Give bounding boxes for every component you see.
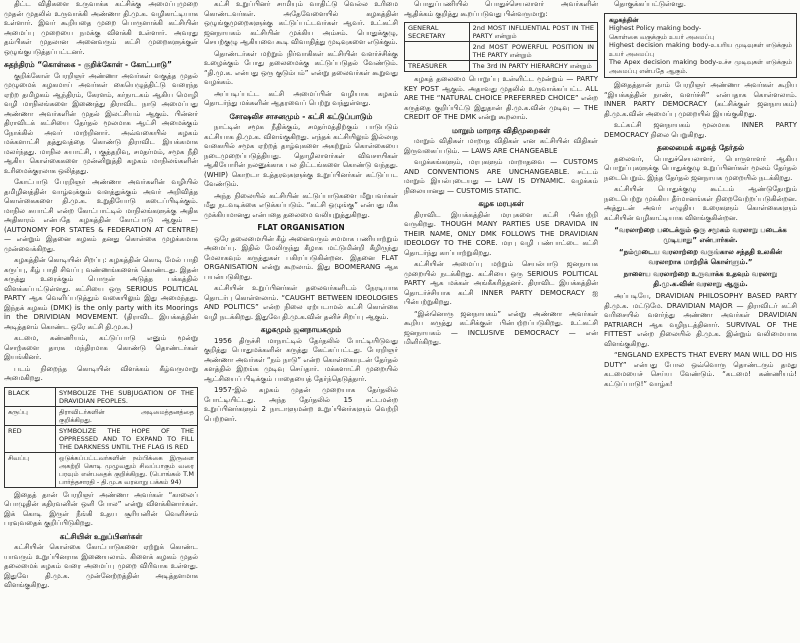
table-cell-value: The 3rd IN PARTY HIERARCHY என்றும் bbox=[469, 61, 597, 72]
column-2 bbox=[204, 0, 398, 643]
column-3 bbox=[404, 0, 598, 643]
paragraph: கட்சியின் பொதுக்குழு கூட்டம் ஆண்டுதோறும் நடைபெற்று முக்கிய தீர்மானங்கள் நிறைவேற்றப்படுகின்றன. அத்துடன் அவர் எழுதிய உரைகளும் கொள்கைகளும் கட்சியின் வழிகாட்டியாக விளங்குகின்றன. bbox=[604, 185, 797, 222]
pull-quote: “நம்முடைய வரலாற்றை வருங்கால சந்ததி உலகின் வரலாறாக மாற்றிக் கொள்ளும்.” bbox=[619, 248, 782, 266]
table-cell-value: ஒடுக்கப்பட்டவர்களின் நம்பிக்கை இருளை அகற்றி கொடி முழுவதும் சிவப்பாகும் வரை பரவும் என்பதைக் குறிக்கிறது. (பொங்கல் T.M பார்த்தசாரதி - தி.மு.க வரலாறு பக்கம் 94) bbox=[56, 452, 198, 487]
table-row bbox=[405, 23, 598, 42]
paragraph: நாட்டின் சமூக நீதிக்கும், சமதர்மத்திற்கும் பாடுபடும் கட்சியாக தி.மு.க. விளங்குகிறது. எந்தக் கட்சியிலும் இல்லாத வகையில் சமூக ஏற்றத் தாழ்வுகளை அகற்றும் கொள்கையை நடைமுறைப்படுத்தியது. தொழிலாளர்கள் விவசாயிகள் ஆகியோரின் நலனுக்காக பல திட்டங்களை கொண்டு வந்தது. (WHIP) கொறடா உத்தரவுகளுக்கு உறுப்பினர்கள் கட்டுப்பட வேண்டும். bbox=[204, 123, 398, 188]
table-cell-key: கருப்பு bbox=[5, 406, 56, 425]
table-row bbox=[5, 387, 198, 406]
column-4 bbox=[604, 0, 797, 643]
table-cell-key: TREASURER bbox=[405, 61, 470, 72]
section-heading: சோஷலிச சாசனமும் - கட்சி கட்டுப்பாடும் bbox=[229, 111, 373, 121]
table-cell-value: 2nd MOST INFLUENTIAL POST IN THE PARTY என்றும் bbox=[469, 23, 597, 42]
section-heading: கழக மரபுகள் bbox=[478, 199, 524, 208]
paragraph: தலைவர், பொதுச்செயலாளர், பொருளாளர் ஆகிய பொறுப்புகளுக்கு பொதுக்குழு உறுப்பினர்கள் மூலம் தேர்தல் நடைபெறும். இந்த தேர்தல் ஜனநாயக முறையில் நடக்கிறது. bbox=[604, 154, 797, 182]
box-label: கழகத்தின் bbox=[609, 15, 639, 24]
table-cell-key: சிவப்பு bbox=[5, 452, 56, 487]
paragraph: அப்படியே, DRAVIDIAN PHILOSOPHY BASED PARTY தி.மு.க. மட்டுமே. DRAVIDIAN MAJOR — திராவிடர் கட்சி வரிசையில் வளர்ந்து அண்ணா அவர்கள் DRAVIDIAN PATRIARCH ஆக வழிநடத்தினார். SURVIVAL OF THE FITTEST என்ற நிலையில் தி.மு.க. இன்றும் வலிமையாக விளங்குகிறது. bbox=[604, 292, 797, 348]
paragraph: திட்ட விதிகளை உருவாக்க கட்சிக்கு அமைப்புமுறை முதன் முதலில் உருவாக்கி அண்ணா தி.மு.க. வழிகாட்டியாக உள்ளார். இவர் கூறியதை முறை பொருளாக்கி கட்சியின் அமைப்பு முறையை நமக்கு விளக்கி உள்ளார். அவரது தம்பிகள் முதலான அனைவரும் கட்சி முறைகளுக்குள் ஒழுங்குபடுத்தப்பட்டனர். bbox=[4, 0, 198, 56]
section-heading: மாறும் மாறாத விதிமுறைகள் bbox=[451, 125, 551, 135]
table-cell-key: RED bbox=[5, 425, 56, 452]
paragraph: இதைத்தான் நாம் பேரறிஞர் அண்ணா அவர்கள் கூறிய “இயக்கத்தின் நாண், வளர்ச்சி” என்பதாக கொள்ளலாம். INNER PARTY DEMOCRACY (கட்சிக்குள் ஜனநாயகம்) தி.மு.க.வின் அமைப்பு முறையில் இயங்குகிறது. bbox=[604, 81, 797, 118]
paragraph: தொண்டர்கள் மற்றும் நிர்வாகிகள் கட்சியின் வளர்ச்சிக்கு உழைக்கும் போது தலைமைக்கு கட்டுப்படுதல் வேண்டும். “தி.மு.க. என்பது ஒரு குடும்பம்” என்று தலைவர்கள் கூறுவது வழக்கம். bbox=[204, 49, 398, 86]
table-cell-key: GENERAL SECRETARY bbox=[405, 23, 470, 42]
paragraph: கட்சி உறுப்பினர் சாமியும் வாதிட்டு வெல்ல உரிமை கொண்டவர்கள். அதேவேளையில் கழகத்தின் ஒழுங்குமுறைகளுக்கு கட்டுப்பட்டவர்கள் ஆவர். உட்கட்சி ஜனநாயகம் கட்சியின் முக்கிய அம்சம். பொதுக்குழு, செயற்குழு ஆகியவை கூடி விவாதித்து முடிவுகளை எடுக்கும். bbox=[204, 0, 398, 46]
paragraph: வழக்கங்களும், மரபுகளும் மாறாதவை — CUSTOMS AND CONVENTIONS ARE UNCHANGEABLE. சட்டம் மாறும் இயல்புடையது — LAW IS DYNAMIC. வழக்கம் நிலையானது — CUSTOMIS STATIC. bbox=[404, 158, 598, 195]
table-row bbox=[405, 61, 598, 72]
paragraph: கடமை, கண்ணியம், கட்டுப்பாடு எனும் மூன்று சொற்களை தாரக மந்திரமாக கொண்டு தொண்டர்கள் இயங்கினர். bbox=[4, 334, 198, 361]
table-cell-value: SYMBOLIZE THE SUBJUGATION OF THE DRAVIDIAN PEOPLES. bbox=[56, 387, 198, 406]
paragraph: மாறும் விதிகள் மாறாத விதிகள் என கட்சியின் விதிகள் இருவகைப்படும். — LAWS ARE CHANGEABLE bbox=[404, 137, 598, 155]
table-row bbox=[5, 425, 198, 452]
table-cell-value: 2nd MOST POWERFUL POSITION IN THE PARTY என்றும் bbox=[469, 42, 597, 61]
paragraph: கட்சியின் உறுப்பினர்கள் தலைவர்களிடம் நேரடியாக தொடர்பு கொள்ளலாம். “CAUGHT BETWEEN IDEOLOGIES AND POLITICS” என்ற நிலை ஏற்படாமல் கட்சி கொள்கை வழி நடக்கிறது. இதுவே தி.மு.க.வின் தனிச் சிறப்பு ஆகும். bbox=[204, 284, 398, 321]
column-1 bbox=[4, 0, 198, 643]
body-definition-box bbox=[604, 13, 797, 79]
paragraph: கோட்பாடு பேரறிஞர் அண்ணா அவர்களின் வழியில் தமிழினத்தின் வாழ்வுக்கும் வளத்துக்கும் அவர் அறிவித்த கொள்கைகளை தி.மு.க. உறுதியோடு கடைப்பிடிக்கும். மாநில சுயாட்சி என்ற கோட்பாட்டில் மாநிலங்களுக்கு அதிக அதிகாரம் என்பதே கழகத்தின் கோட்பாடு ஆகும் — (AUTONOMY FOR STATES & FEDERATION AT CENTRE) — என்றும் இதனை கழகம் தனது கொள்கை முழக்கமாக முன்வைக்கிறது. bbox=[4, 178, 198, 253]
paragraph: படம் நிறைந்த கொடியின் விளக்கம் கீழ்வருமாறு அமைகிறது. bbox=[4, 364, 198, 382]
box-line: Highest decision making body-உயரிய முடிவுகள் எடுக்கும் உயர் அமைப்பு bbox=[609, 41, 792, 58]
table-cell-key bbox=[405, 42, 470, 61]
section-heading: சுதந்திரம் “கொள்கை - குறிக்கோள் - கோட்பாடு” bbox=[4, 60, 172, 69]
paragraph: 1957-இல் கழகம் முதன் முறையாக தேர்தலில் போட்டியிட்டது. அந்த தேர்தலில் 15 சட்டமன்ற உறுப்பினர்களும் 2 நாடாளுமன்ற உறுப்பினர்களும் வெற்றி பெற்றனர். bbox=[204, 386, 398, 423]
paragraph: கழகத் தலைமை பொறுப்பு உள்ளிட்ட மூன்றும் — PARTY KEY POST ஆகும். அதாவது முதலில் உருவாக்கப்பட்ட ALL ARE THE “NATURAL CHOICE PREFERRED CHOICE” என்ற கருத்தை குறிப்பிட்டு இதுதான் தி.மு.க.வின் முடிவு — THE CREDIT OF THE DMK என்று கூறலாம். bbox=[404, 75, 598, 121]
box-line: The Apex decision making body-உச்ச முடிவுகள் எடுக்கும் அமைப்பு என்பதே ஆகும். bbox=[609, 58, 792, 75]
pull-quote: “வரலாற்றை படைக்கும் ஒரு சமூகம் வரலாறு படைக்க முடியாது” என்பார்கள். bbox=[614, 226, 787, 244]
box-line: கொள்கை வகுக்கும் உயர் அமைப்பு bbox=[609, 32, 715, 41]
paragraph: “ENGLAND EXPECTS THAT EVERY MAN WILL DO HIS DUTY” என்பது போல ஒவ்வொரு தொண்டரும் தமது கடமையைச் செய்ய வேண்டும். “கடமை! கண்ணியம்! கட்டுப்பாடு!” வாழ்க! bbox=[604, 351, 797, 388]
paragraph: உட்கட்சி ஜனநாயகம் மூலமாக INNER PARTY DEMOCRACY நிலை பெறுகிறது. bbox=[604, 121, 797, 139]
paragraph: இதைத் தான் பேரறிஞர் அண்ணா அவர்கள் “காலைப் பொழுதின் கதிரவனின் ஒளி போல” என்று விளக்கினார்கள். இக் கொடி இருள் நீங்கி உதய சூரியனின் வெளிச்சம் பரவுவதைக் குறிப்பிடுகிறது. bbox=[4, 490, 198, 527]
section-heading: FLAT ORGANISATION bbox=[257, 223, 345, 232]
paragraph: தொகுக்கப்பட்டுள்ளது. bbox=[614, 0, 686, 8]
paragraph: “இன்னொரு ஜனநாயகம்” என்று அண்ணா அவர்கள் கூறிய கருத்து கட்சிக்குள் பின்பற்றப்படுகிறது. உட்கட்சி ஜனநாயகம் — INCLUSIVE DEMOCRACY — என் மிளிர்கிறது. bbox=[404, 309, 598, 346]
paragraph: பொதுப்பணியில் பொதுச்செயலாளர் அவர்களின் ஆதிக்கம் குறித்து கூறப்படுவது பின்வருமாறு: bbox=[404, 0, 598, 18]
paragraph: கட்சியின் கொள்கை கோட்பாடுகளை ஏற்றுக் கொண்ட யாவரும் உறுப்பினராக இணையலாம். கிளைக் கழகம் முதல் தலைமைக் கழகம் வரை அமைப்பு முறை விரிவாக உள்ளது. இதுவே தி.மு.க. முன்னேற்றத்தின் அடித்தளமாக விளங்குகிறது. bbox=[4, 543, 198, 589]
section-heading: தலைமைக் கழகத் தேர்தல் bbox=[656, 143, 745, 152]
paragraph: ஒரே தலைமையின் கீழ் அனைவரும் சமமாக பணியாற்றும் அமைப்பு. இதில் மேலிருந்து கீழாக மட்டுமின்றி கீழிருந்து மேலாகவும் கருத்துகள் பகிரப்படுகின்றன. இதனை FLAT ORGANISATION என்று கூறலாம். இது BOOMERANG ஆக பயன்படுகிறது. bbox=[204, 234, 398, 281]
table-cell-value: SYMBOLIZE THE HOPE OF THE OPPRESSED AND TO EXPAND TO FILL THE DARKNESS UNTIL THE FLAG IS RED bbox=[56, 425, 198, 452]
paragraph: கட்சியின் அமைப்பு மற்றும் செயல்பாடு ஜனநாயக முறையில் நடக்கிறது. கட்சியை ஒரு SERIOUS POLITICAL PARTY ஆக மக்கள் அங்கீகரித்தனர். திராவிட இயக்கத்தின் தொடர்ச்சியாக கட்சி INNER PARTY DEMOCRACY ஐ பின்பற்றுகிறது. bbox=[404, 260, 598, 306]
paragraph: அப்படிப்பட்ட கட்சி அமைப்பின் வழியாக கழகம் தொடர்ந்து மக்களின் ஆதரவைப் பெற்று வந்துள்ளது. bbox=[204, 89, 398, 107]
table-cell-value: திராவிடர்களின் அடிமைத்தனத்தை குறிக்கிறது. bbox=[56, 406, 198, 425]
paragraph: திராவிட இயக்கத்தின் மரபுகளை கட்சி பின்பற்றி வருகிறது. THOUGH MANY PARTIES USE DRAVIDA IN THEIR NAME, ONLY DMK FOLLOWS THE DRAVIDIAN IDEOLOGY TO THE CORE. மரபு வழி பண்பாட்டை கட்சி தொடர்ந்து காப்பாற்றுகிறது. bbox=[404, 210, 598, 257]
paragraph: 1956 திருச்சி மாநாட்டில் தேர்தலில் போட்டியிடுவது குறித்து பொதுமக்களின் கருத்து கேட்கப்பட்டது. பேரறிஞர் அண்ணா அவர்கள் “நம் நாடு” என்ற கொள்கையுடன் தேர்தல் களத்தில் இறங்க முடிவு செய்தார். மக்களாட்சி முறையில் ஆட்சியைப் பிடிக்கும் பாதையைத் தேர்ந்தெடுத்தார். bbox=[204, 336, 398, 383]
party-posts-table bbox=[404, 22, 598, 72]
section-heading: கழகமும் ஜனநாயகமும் bbox=[260, 325, 342, 334]
pull-quote: நாளைய வரலாற்றை உருவாக்க உதவும் வரலாறு தி.மு.க.வின் வரலாறு ஆகும். bbox=[623, 270, 778, 288]
box-line: Highest Policy making body- bbox=[609, 24, 702, 32]
table-row bbox=[5, 452, 198, 487]
paragraph: கழகத்தின் கொடியின் சிறப்பு: கழகத்தின் கொடி மேல் பாதி கருப்பு, கீழ் பாதி சிவப்பு வண்ணங்களைக் கொண்டது. இதன் கருத்து உரைக்கும் பொருள் அடுத்த பக்கத்தில் விளக்கப்பட்டுள்ளது. கட்சியை ஒரு SERIOUS POLITICAL PARTY ஆக வெளிப்படுத்தும் வகையிலும் இது அமைந்தது. இந்தக் கழகம் (DMK) is the only party with its Moorings in the DRIVIDIAN MOVEMENT. (திராவிட இயக்கத்தின் அடித்தளம் கொண்ட ஒரே கட்சி தி.மு.க.) bbox=[4, 256, 198, 331]
flag-meaning-table bbox=[4, 387, 198, 488]
table-row bbox=[5, 406, 198, 425]
table-cell-key: BLACK bbox=[5, 387, 56, 406]
paragraph: அந்த நிலையில் கட்சியின் கட்டுப்பாடுகளை மீறுபவர்கள் மீது நடவடிக்கை எடுக்கப்படும். “கட்சி ஒழுங்கு” என்பது மிக முக்கியமானது என்பதை தலைமை வலியுறுத்துகிறது. bbox=[204, 191, 398, 219]
section-heading: கட்சியின் உறுப்பினர்கள் bbox=[59, 531, 143, 541]
table-row bbox=[405, 42, 598, 61]
paragraph: குறிக்கோள் பேரறிஞர் அண்ணா அவர்கள் வகுத்த முதல் முழுமைக் கழகமாய் அவர்கள் கையெழுத்திட்டு வரைந்த ஏற்ற தமிழகம் ஆந்திரம், கேரளம், கர்நாடகம் ஆகிய மொழி வழி மாநிலங்களை இணைத்து திராவிட நாடு அமைப்பது அண்ணா அவர்களின் முதல் இலட்சியம் ஆகும். பின்னர் திராவிடக் கட்சியை தேர்தல் மூலமாக ஆட்சி அமைக்கும் நோக்கில் அவர் மாற்றினார். அவ்வகையில் கழகம் மக்களாட்சி தத்துவத்தை கொண்டு திராவிட இயக்கமாக மலர்ந்தது. மாநில சுயாட்சி, பகுத்தறிவு, சமதர்மம், சமூக நீதி ஆகிய கொள்கைகளை முன்னிறுத்தி கழகம் மாநிலங்களின் உரிமைக்குரலாக ஒலித்தது. bbox=[4, 71, 198, 175]
